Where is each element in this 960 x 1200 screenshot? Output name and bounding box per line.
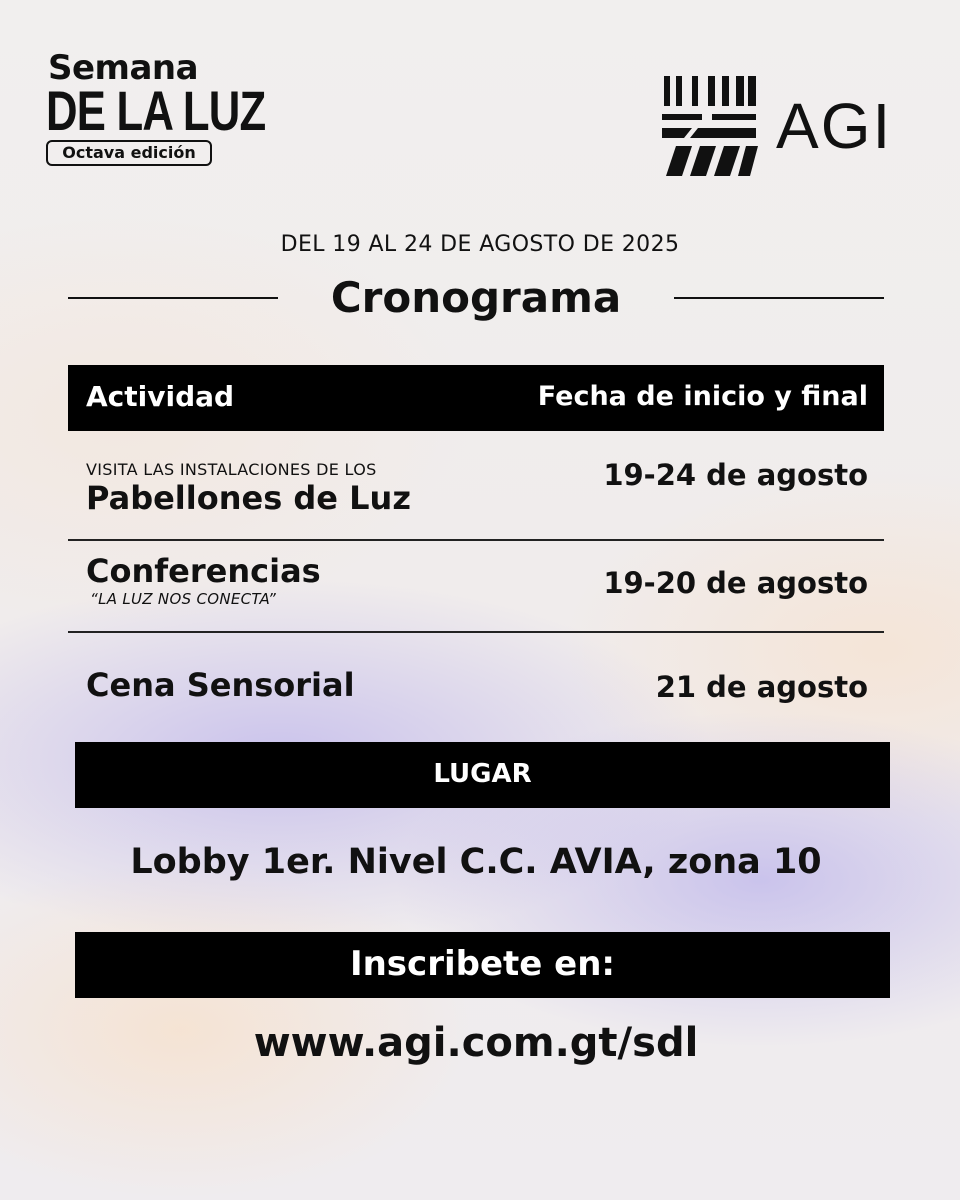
date-range: DEL 19 AL 24 DE AGOSTO DE 2025	[280, 232, 680, 257]
logo-de-la-luz: DE LA LUZ	[46, 79, 266, 142]
schedule-header	[68, 365, 884, 431]
agi-stripes-icon	[662, 76, 758, 176]
activity-cell	[86, 460, 411, 517]
location-label-bar: LUGAR	[75, 742, 890, 808]
activity-subtitle: “LA LUZ NOS CONECTA”	[90, 590, 277, 608]
table-row	[68, 540, 884, 632]
activity-date: 19-24 de agosto	[603, 458, 868, 492]
table-row	[68, 440, 884, 540]
activity-name: Pabellones de Luz	[86, 479, 411, 517]
logo-semana: Semana	[48, 48, 199, 88]
edition-badge: Octava edición	[46, 140, 212, 166]
register-url-link[interactable]: www.agi.com.gt/sdl	[253, 1020, 699, 1066]
header-activity: Actividad	[86, 380, 235, 413]
register-label-bar: Inscribete en:	[75, 932, 890, 998]
activity-cell	[86, 552, 321, 608]
agi-wordmark: AGI	[776, 90, 893, 162]
event-logo	[46, 48, 266, 166]
activity-name: Cena Sensorial	[86, 666, 355, 704]
table-row	[68, 632, 884, 732]
title-row	[68, 272, 884, 324]
activity-prefix: VISITA LAS INSTALACIONES DE LOS	[86, 460, 377, 479]
page-title: Cronograma	[330, 273, 622, 322]
title-rule-right	[674, 297, 884, 299]
venue-text: Lobby 1er. Nivel C.C. AVIA, zona 10	[130, 842, 822, 882]
activity-date: 21 de agosto	[655, 670, 868, 704]
activity-date: 19-20 de agosto	[603, 566, 868, 600]
header-dates: Fecha de inicio y final	[537, 381, 868, 412]
activity-cell	[86, 666, 355, 704]
activity-name: Conferencias	[86, 552, 321, 590]
